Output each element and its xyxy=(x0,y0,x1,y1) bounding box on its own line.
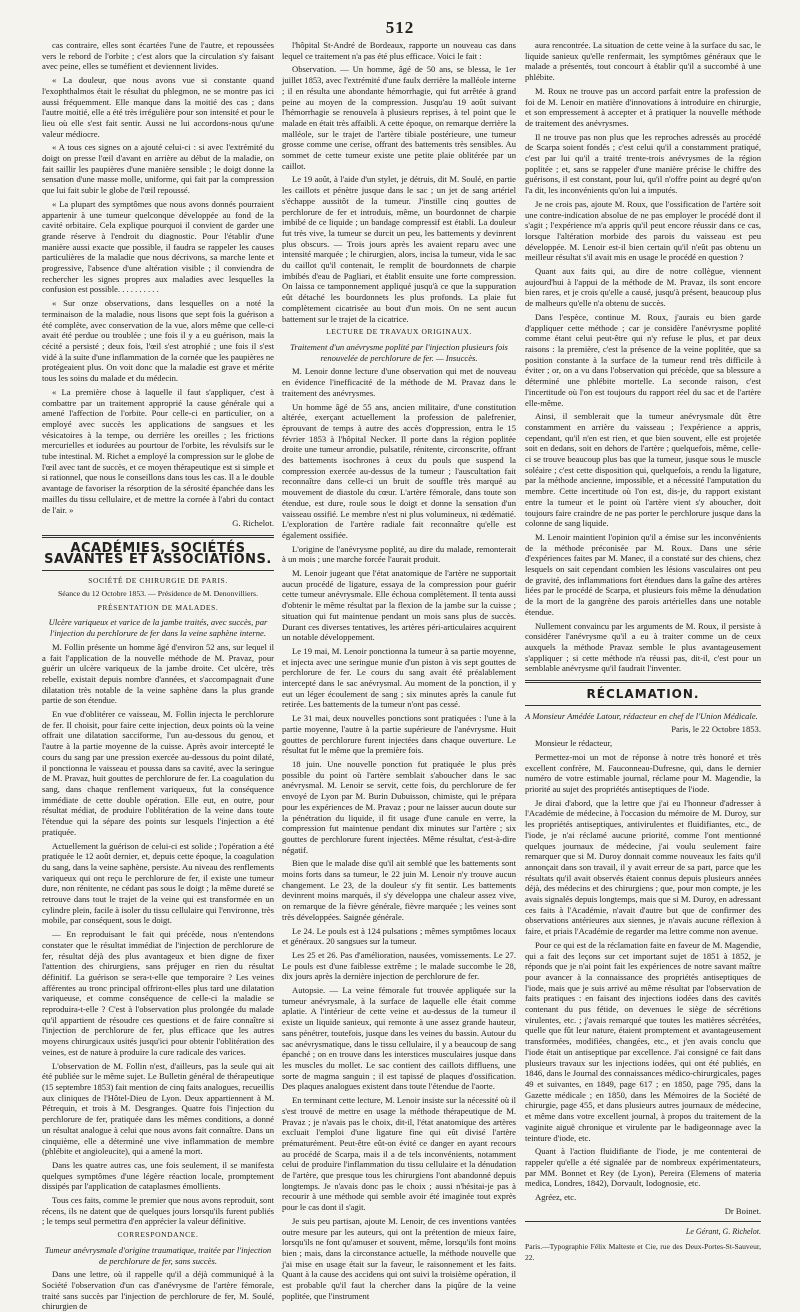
column-3 xyxy=(525,40,761,1262)
paragraph: Permettez-moi un mot de réponse à notre très honoré et très excellent confrère, M. Fauconneau-Dufresne, qui, dans le dernier numéro de votre estimable journal, réclame pour M. Magendie, la priorité au sujet des propriétés antiseptiques de l'iode. xyxy=(525,751,761,794)
reclamation-title: RÉCLAMATION. xyxy=(586,687,700,702)
paragraph: aura rencontrée. La situation de cette veine à la surface du sac, le liquide sanieux qu'elle renfermait, les symptômes généraux que le malade a présentés, tout concourt à établir qu'il a succombé à une phlébite. xyxy=(525,40,761,83)
page-number: 512 xyxy=(385,18,415,37)
paragraph: M. Follin présente un homme âgé d'environ 52 ans, sur lequel il a fait l'application de la nouvelle méthode de M. Pravaz, pour guérir un ulcère variqueux de la jambe droite. Cet ulcère, très rebelle, existait depuis nombre d'années, et s'accompagnait d'une dilatation très notable de la veine saphène dans la plus grande partie de son étendue. xyxy=(42,641,274,706)
paragraph: Autopsie. — La veine fémorale fut trouvée appliquée sur la tumeur anévrysmale, à la surface de laquelle elle était comme aplatie. A l'intérieur de cette veine et au-dessus de la tumeur il existe un liquide sanieux, qui remonte à une assez grande hauteur, sans pénétrer, toutefois, jusque dans les veines du bassin. Autour du sac anévrysmatique, dans le tissu cellulaire, il y a beaucoup de sang épanché ; on en trouve dans les interstices musculaires jusque dans les muscles du mollet. Le sac contient des caillots diffluens, une sorte de magma sanguin ; il est tapissé de plaques d'ossification. Des plaques analogues existent dans toute l'étendue de l'aorte. xyxy=(282,985,516,1092)
article-title-2: Tumeur anévrysmale d'origine traumatique, traitée par l'injection de perchlorure de fer, sans succès. xyxy=(44,1244,272,1266)
divider xyxy=(42,570,274,571)
paragraph: En terminant cette lecture, M. Lenoir insiste sur la nécessité où il s'est trouvé de mettre en usage la méthode thérapeutique de M. Pravaz ; je n'avais pas le choix, dit-il, l'état anatomique des artères excluait l'emploi d'une ligature fine qui eût divisé l'artère prématurément. Peut-être eût-on évité ce danger en ayant recours au procédé de Scarpa, mais il a de tels inconvénients, notamment celui de produire l'inflammation du tissu cellulaire et la dénudation de l'artère, que presque tous les chirurgiens l'ont abandonné depuis longtemps. Je n'avais donc pas le choix ; aussi n'hésitai-je pas à recourir à une méthode qui semble avoir été imaginée tout exprès pour le cas dont il s'agit. xyxy=(282,1095,516,1213)
lecture-title: LECTURE DE TRAVAUX ORIGINAUX. xyxy=(326,327,472,337)
paragraph: Le 19 mai, M. Lenoir ponctionna la tumeur à sa partie moyenne, et injecta avec une seringue munie d'un piston à vis sept gouttes de perchlorure de fer. Le cours du sang avait été préalablement intercepté dans le sac anévrysmal. Au moment de la ponction, il y eut un léger écoulement de sang ; six minutes après la canule fut retirée. Les battements de la tumeur n'ont pas cessé. xyxy=(282,645,516,710)
paragraph: Le 24. Le pouls est à 124 pulsations ; mêmes symptômes locaux et généraux. 20 sangsues sur la tumeur. xyxy=(282,925,516,947)
article-signature: G. Richelot. xyxy=(232,518,274,529)
paragraph: L'observation de M. Follin n'est, d'ailleurs, pas la seule qui ait été publiée sur le même sujet. Le Bulletin général de thérapeutique (15 septembre 1853) fait mention de cinq faits analogues, recueillis aux cliniques de l'Hôtel-Dieu de Lyon. Deux appartiennent à M. Pétrequin, et trois à M. Desgranges. Quatre fois l'injection du perchlorure de fer, pratiquée dans les mêmes conditions, a donné un résultat analogue à celui que nous avons fait connaître. Dans un cinquième, elle a déterminé une vive inflammation de membre (phlébite et angioleucite), qui a amené la mort. xyxy=(42,1060,274,1157)
divider-2 xyxy=(525,705,761,706)
section-divider xyxy=(42,535,274,538)
paragraph: M. Lenoir maintient l'opinion qu'il a émise sur les inconvénients de la méthode préconisée par M. Roux. Dans une série d'expériences faites par M. Manec, il a constaté sur des chiens, chez lesquels on sait cependant combien les lésions vasculaires ont peu de gravité, des inflammations fort étendues dans la gaîne des artères liées par le procédé de Scarpa, et plusieurs fois même la dénudation de la mort de la gangrène des parois artérielles dans une notable étendue. xyxy=(525,531,761,617)
gerant-line: Le Gérant, G. Richelot. xyxy=(685,1227,761,1237)
letter-dateline: Paris, le 22 Octobre 1853. xyxy=(671,724,761,735)
col1-paragraphs-2 xyxy=(42,642,274,1227)
paragraph: Quant à l'action fluidifiante de l'iode, je me contenterai de rappeler qu'elle a été signalée par de nombreux expérimentateurs, par MM. Bonnet et Rey (de Lyon), Pereira (Elemens of materia medica, Londres, 1842), Dorvault, Iodognosie, etc. xyxy=(525,1146,761,1189)
paragraph: Je ne crois pas, ajoute M. Roux, que l'ossification de l'artère soit une contre-indication absolue de ne pas employer le procédé dont il s'agit ; l'expérience m'a appris qu'il peut encore réussir dans ce cas, lorsque l'altération morbide des parois du vaisseau est peu développée. M. Lenoir est-il bien certain qu'il n'eût pas obtenu un meilleur résultat s'il avait mis en usage le procédé en question ? xyxy=(525,198,761,263)
paragraph: Ainsi, il semblerait que la tumeur anévrysmale dût être constamment en arrière du vaisseau ; l'expérience a appris, cependant, qu'il n'en est rien, et que bien souvent, elle est projetée soit en dedans, soit en dehors de l'artère ; quelquefois, même, celle-ci se trouve beaucoup plus bas que la tumeur, jusque sous le muscle soléaire ; c'est cette disposition qui, quelquefois, a rendu la ligature, par la méthode ancienne, impossible, et a nécessité l'amputation du membre. Cette incertitude où l'on est, dis-je, du rapport existant entre la tumeur et le point où l'artère vient s'y aboucher, doit toujours faire craindre de ne pas porter le perchlorure jusque dans la colonne de sang liquide. xyxy=(525,411,761,529)
paragraph: Dans une lettre, où il rappelle qu'il a déjà communiqué à la Société l'observation d'un cas d'anévrysme de l'artère fémorale, traité sans succès par l'injection de perchlorure de fer, M. Soulé, chirurgien de xyxy=(42,1269,274,1312)
paragraph: L'origine de l'anévrysme poplité, au dire du malade, remonterait à un mois ; une marche forcée l'aurait produit. xyxy=(282,543,516,565)
paragraph: « A tous ces signes on a ajouté celui-ci : si avec l'extrémité du doigt on presse l'œil d'avant en arrière au début de la maladie, on fait saillir les paupières d'une manière sensible ; le doigt donne la sensation d'une masse molle, uniforme, qui fait par la compression que lui fait subir le globe de l'œil repoussé. xyxy=(42,142,274,196)
column-2 xyxy=(282,40,516,1301)
paragraph: 18 juin. Une nouvelle ponction fut pratiquée le plus près possible du point où l'artère semblait s'aboucher dans le sac anévrysmal. M. Lenoir se servit, cette fois, du perchlorure de fer envoyé de Lyon par M. Burin Dubuisson, chimiste, qui le prépara pour les expériences de M. Pravaz ; pour ne laisser aucun doute sur la pénétration du liquide, il fit usage d'une canule en verre, la compression fut maintenue pendant dix minutes sur l'artère ; six gouttes de perchlorure furent injectées. Même résultat, c'est-à-dire négatif. xyxy=(282,759,516,855)
paragraph: Je suis peu partisan, ajoute M. Lenoir, de ces inventions vantées outre mesure par les auteurs, qui ont la prétention de mieux faire, lorsqu'ils ne font qu'amuser et souvent, même, lorsqu'ils font moins bien ; mais, dans la circonstance actuelle, la méthode nouvelle que j'ai mise en usage était sur la faveur, le raisonnement et les faits. Quant à la cause des accidens qui ont suivi la troisième opération, il est probable qu'il faut la chercher dans la piqûre de la veine poplitée, que l'instrument xyxy=(282,1215,516,1301)
paragraph: Nullement convaincu par les arguments de M. Roux, il persiste à considérer l'anévrysme qu'il a eu à traiter comme un de ceux auxquels la méthode Pravaz semble le plus avantageusement s'appliquer ; si cette méthode n'a réussi pas, dit-il, c'est pour un semblable anévrysme qu'il faudrait l'inventer. xyxy=(525,620,761,674)
letter-salutation: Monsieur le rédacteur, xyxy=(535,738,613,749)
paragraph: Le 31 mai, deux nouvelles ponctions sont pratiquées : l'une à la partie moyenne, l'autre à la partie supérieure de l'anévrysme. Huit gouttes de perchlorure furent injectées dans chaque ouverture. Le résultat fut le même que la première fois. xyxy=(282,713,516,756)
paragraph: l'hôpital St-André de Bordeaux, rapporte un nouveau cas dans lequel ce traitement n'a pas été plus efficace. Voici le fait : xyxy=(282,40,516,61)
letter-body xyxy=(525,752,761,1203)
col2-paragraphs-2 xyxy=(282,366,516,1301)
paragraph: Dans l'espèce, continue M. Roux, j'aurais eu bien garde d'appliquer cette méthode ; car je considère l'anévrysme poplité comme étant celui peut-être qui n'y refuse le plus, et par deux raisons : la première, c'est la présence de la veine poplitée, que sa position constante à la surface de la tumeur rend très difficile à éviter ; or, on a vu dans l'observation qui précède, que sa blessure a déterminé une phlébite mortelle. La seconde raison, c'est l'incertitude où l'on est toujours du rapport réel du sac et de l'artère elle-même. xyxy=(525,311,761,408)
paragraph: Les 25 et 26. Pas d'amélioration, nausées, vomissements. Le 27. Le pouls est d'une faiblesse extrême ; le malade succombe le 28, dix jours après la dernière injection de perchlorure de fer. xyxy=(282,949,516,982)
paragraph: Un homme âgé de 55 ans, ancien militaire, d'une constitution altérée, exerçant actuellement la profession de palefrenier, éprouvant de temps à autre des accès d'oppression, entra le 15 février 1853 à l'hôpital Necker. Il porte dans la région poplitée droite une tumeur arrondie, pulsatile, rénitente, circonscrite, offrant des battements isochrones à ceux du pouls que suspend la compression exercée au-dessus de la tumeur ; l'auscultation fait reconnaître dans celle-ci un bruit de souffle très marqué au mouvement de diastole du cœur. L'artère fémorale, dans toute son étendue, est dure, roule sous le doigt et donne la sensation d'un vaisseau ossifié. Le membre n'est ni plus volumineux, ni œdématié. L'exploration de l'artère radiale fait reconnaître qu'elle est également ossifiée. xyxy=(282,401,516,540)
society-name: SOCIÉTÉ DE CHIRURGIE DE PARIS. xyxy=(88,576,228,586)
paragraph: « La première chose à laquelle il faut s'appliquer, c'est à combattre par un traitement approprié la cause générale qui a amené l'affection de l'orbite. Pour celle-ci en particulier, on a employé avec succès les applications de sangsues et les vésicatoires à la tempe, ou derrière les oreilles ; les frictions mercurielles et iodurées au pourtour de l'orbite, les révulsifs sur le tube intestinal. M. Richet a employé la compression sur le globe de l'œil avec tant de succès, et ce moyen thérapeutique est si simple et si rationnel, que nous le conseillons dans tous les cas. Il a le double avantage de favoriser la résorption de la sérosité épanchée dans les mailles du tissu cellulaire, et de mettre la cornée à l'abri du contact de l'air. » xyxy=(42,386,274,515)
col3-paragraphs xyxy=(525,40,761,674)
paragraph: Le 19 août, à l'aide d'un stylet, je détruis, dit M. Soulé, en partie les caillots et pénètre jusque dans le sac ; un jet de sang artériel s'échappe aussitôt de la tumeur. J'instille cinq gouttes de perchlorure de fer et introduis, même, un bourdonnet de charpie imbibé de ce liquide ; un bandage compressif est établi. La douleur fut très vive, la tumeur se durcit un peu, les battements y devinrent plus obscurs. — Trois jours après les avaient reparu avec une intensité marquée ; le chirurgien, alors, incisa la tumeur, vida le sac du caillot qu'il contenait, le remplit de bourdonnets de charpie imbibés d'eau de Pagliari, et établit ensuite une forte compression. On laissa ce tamponnement appliqué jusqu'à ce que la suppuration eût détaché les bourdonnets les plus profonds. La plaie fut complètement cicatrisée au bout d'un mois. On ne sent aucun battement sur le trajet de la cicatrice. xyxy=(282,174,516,324)
article-title-3: Traitement d'un anévrysme poplité par l'injection plusieurs fois renouvelée de perchlorure de fer. — Insuccès. xyxy=(290,341,508,363)
section-title: ACADÉMIES, SOCIÉTÉS SAVANTES ET ASSOCIATIONS. xyxy=(44,540,272,567)
paragraph: Observation. — Un homme, âgé de 50 ans, se blessa, le 1er juillet 1853, avec l'extrémité d'une faulx derrière la malléole interne ; il en résulta une abondante hémorrhagie, qui fut arrêtée à grand peine au moyen de la compression. Jusqu'au 19 août suivant l'hémorrhagie se renouvela à plusieurs reprises, à tel point que le malade en était très affaibli. A cette époque, on remarque derrière la malléole, sur le trajet de l'artère tibiale postérieure, une tumeur grosse comme une cerise, offrant des battements très sensibles. Au sommet de cette tumeur existe une petite plaie oblitérée par un caillot. xyxy=(282,64,516,171)
paragraph: Il ne trouve pas non plus que les reproches adressés au procédé de Scarpa soient fondés ; c'est celui qu'il a constamment pratiqué, c'est par lui qu'il a traité trente-trois anévrysmes de la région poplitée ; et, sans se rappeler d'une manière précise le chiffre des guérisons, il est constant, pour lui, qu'il n'offre point au degré qu'on l'a dit, les inconvénients qu'on lui a imputés. xyxy=(525,131,761,196)
letter-signature: Dr Boinet. xyxy=(724,1205,761,1216)
paragraph: En vue d'oblitérer ce vaisseau, M. Follin injecta le perchlorure de fer. Il choisit, pour faire cette injection, deux points où la veine offrait une dilatation sacciforme, l'un au-dessous du genou, et l'autre à la partie moyenne de la cuisse. Après avoir intercepté le cours du sang par une pression exercée au-dessous du point dilaté, il ponctionna le vaisseau et poussa dans sa cavité, avec la seringue de M. Pravaz, huit gouttes de perchlorure de fer. La coagulation du sang, dans chaque renflement variqueux, fut la conséquence immédiate de cette double opération. Elle eut, en outre, pour résultat médiat, de produire l'oblitération de la veine dans toute l'étendue qui la sépare des points sur lesquels l'injection a été pratiquée. xyxy=(42,709,274,837)
paragraph: « La douleur, que nous avons vue si constante quand l'exophthalmos était le résultat du phlegmon, ne se montre pas ici aussi fréquemment. Elle manque dans la moitié des cas ; dans l'autre moitié, elle a été très irrégulière pour son intensité et pour le lieu où elle s'est fait sentir. Aussi ne lui accordons-nous qu'une valeur médiocre. xyxy=(42,75,274,139)
col1-paragraphs xyxy=(42,40,274,515)
paragraph: Pour ce qui est de la réclamation faite en faveur de M. Magendie, qui a fait des leçons sur cet important sujet de 1851 à 1852, je réponds que je n'ai point fait les expériences de notre savant maître pour avancer à la connaissance des propriétés antiseptiques de l'iode, mais que je suis arrivé au même résultat par l'observation de faits pratiques : en faisant des injections iodées dans des cavités contenant du pus fétide, on devenues le siège de sécrétions virulentes, etc. ; j'avais remarqué que toutes les matières sécrétées, quelle que fût leur nature, étaient promptement et avantageusement transformées, modifiées, changées, etc., et j'en avais conclu que l'iode était un antiseptique par excellence. J'ai consigné ce fait dans plusieurs travaux sur les injections iodées, qui ont été publiés, en 1846, dans le Journal des connaissances médico-chirurgicales, pages 49 et suivantes, en 1849, page 617 ; en 1850, page 795, dans la Gazette médicale ; en 1850, dans les Mémoires de la Société de chirurgie, page 455, et dans plusieurs autres journaux de médecine, et même dans votre excellent journal, à propos du traitement de la vaginite aiguë chronique et virulente par le badigeonnage avec la teinture d'iode, etc. xyxy=(525,939,761,1143)
paragraph: « La plupart des symptômes que nous avons donnés pourraient appartenir à une tumeur quelconque développée au fond de la cavité orbitaire. Cela explique pourquoi il convient de garder une grande réserve à l'endroit du diagnostic. Pour l'établir d'une manière aussi exacte que possible, il faudra se rappeler les causes particulières de la maladie que nous décrivons, sa marche lente et progressive, l'absence d'une altération visible ; il conviendra de rechercher les signes propres aux maladies avec lesquelles la confusion est possible. . . . . . . . . . xyxy=(42,198,274,295)
column-1 xyxy=(42,40,274,1312)
paragraph: Quant aux faits qui, au dire de notre collègue, viennent aujourd'hui à l'appui de la méthode de M. Pravaz, ils sont encore bien rares, et je crois qu'elle a causé, jusqu'à présent, beaucoup plus de malheurs qu'elle n'a obtenu de succès. xyxy=(525,266,761,309)
paragraph: cas contraire, elles sont écartées l'une de l'autre, et repoussées vers le rebord de l'orbite ; c'est alors que la circulation s'y faisant avec peine, elles se tuméfient et deviennent livides. xyxy=(42,40,274,72)
paragraph: Tous ces faits, comme le premier que nous avons reproduit, sont récens, ils ne datent que de quelques jours lorsqu'ils furent publiés ; le temps seul permettra d'en apprécier la valeur définitive. xyxy=(42,1195,274,1227)
reclamation-divider xyxy=(525,680,761,683)
paragraph: M. Lenoir donne lecture d'une observation qui met de nouveau en évidence l'inefficacité de la méthode de M. Pravaz dans le traitement des anévrysmes. xyxy=(282,366,516,398)
subsection-title: PRÉSENTATION DE MALADES. xyxy=(97,602,219,612)
correspondance-title: CORRESPONDANCE. xyxy=(117,1230,199,1240)
paragraph: — En reproduisant le fait qui précède, nous n'entendons constater que le résultat immédiat de l'injection de perchlorure de fer, résultat déjà des plus avantageux et bien digne de fixer l'attention des chirurgiens, sans préjuger en rien du résultat définitif. La guérison se sera-t-elle que temporaire ? Les veines afférentes au tronc principal offriront-elles plus tard une dilatation variqueuse, et comme conséquence de celle-ci la maladie se reproduira-t-elle ? C'est à l'observation plus prolongée du malade qu'il appartient de résoudre ces questions et de faire connaître si l'injection de perchlorure de fer, plus efficace que les autres moyens chirurgicaux usités jusqu'ici pour obtenir l'oblitération des veines, est de nature à produire la cure radicale des varices. xyxy=(42,929,274,1057)
paragraph: Actuellement la guérison de celui-ci est solide ; l'opération a été pratiquée le 12 août dernier, et, depuis cette époque, la coagulation du sang, dans la veine saphène, persiste. Au niveau des renflements variqueux qui ont reçu le perchlorure de fer, il existe une tumeur dure, non rénitente, ne cédant pas sous le doigt ; la même dureté se retrouve dans tout le trajet de la veine qui est transformée en un cylindre plein, facile à isoler du tissu cellulaire qui l'environne, très mobile, par conséquent, sous le doigt. xyxy=(42,840,274,926)
paragraph: Agréez, etc. xyxy=(535,1192,577,1203)
paragraph: « Sur onze observations, dans lesquelles on a noté la terminaison de la maladie, nous lisons que sept fois la guérison a été complète, avec conservation de la vue, alors même que celle-ci avait été perdue ou troublée ; une fois il y a eu guérison, mais la cécité a persisté ; deux fois, l'œil s'est atrophié ; une fois il s'est vidé à la suite d'une inflammation de la cornée que les paupières ne protégeaient plus. On voit donc que la maladie est grave et mérite tous les soins du malade et du médecin. xyxy=(42,298,274,384)
col2-paragraphs xyxy=(282,40,516,324)
col1-paragraphs-3 xyxy=(42,1269,274,1312)
divider-3 xyxy=(525,1221,761,1222)
paragraph: Bien que le malade dise qu'il ait semblé que les battements sont moins forts dans sa tumeur, le 22 juin M. Lenoir n'y trouve aucun changement. Le 23, de la douleur s'y fit sentir. Les battements devinrent moins marqués, il s'y développa une chaleur assez vive, on remarque de la fièvre générale, fièvre marquée ; les veines sont très développées. Saignée générale. xyxy=(282,858,516,922)
printer-line: Paris.—Typographie Félix Malteste et Cie, rue des Deux-Portes-St-Sauveur, 22. xyxy=(525,1242,761,1262)
paragraph: Je dirai d'abord, que la lettre que j'ai eu l'honneur d'adresser à l'Académie de médecine, à l'occasion du mémoire de M. Duroy, sur les propriétés antiseptiques, antivirulentes et fluidifiantes, etc., de l'iode, je n'ai réclamé aucune priorité, comme l'ont mentionné quelques journaux de médecine, j'ai voulu seulement faire remarquer que si M. Duroy donnait comme nouveaux les faits qu'il annonçait dans son travail, il y avait erreur de sa part, parce que les résultats qu'il avait observés étaient connus depuis plusieurs années déjà, des médecins et des chirurgiens ; que, pour mon compte, je les avais signalés depuis longtemps, mais que si M. Duroy, en adressant ces faits à l'Académie, n'avait d'autre but que de confirmer des observations antérieures aux siennes, je n'avais aucune réflexion à faire, et priais l'Académie de regarder ma lettre comme non avenue. xyxy=(525,797,761,937)
paragraph: M. Roux ne trouve pas un accord parfait entre la profession de foi de M. Lenoir en matière d'innovations à introduire en chirurgie, et son empressement à accepter et à pratiquer la nouvelle méthode de traitement des anévrysmes. xyxy=(525,85,761,128)
article-title: Ulcère variqueux et varice de la jambe traités, avec succès, par l'injection du perchlorure de fer dans la veine saphène interne. xyxy=(48,617,268,639)
session-line: Séance du 12 Octobre 1853. — Présidence de M. Denonvilliers. xyxy=(57,589,259,599)
letter-addressee: A Monsieur Amédée Latour, rédacteur en chef de l'Union Médicale. xyxy=(525,710,758,721)
paragraph: Dans les quatre autres cas, une fois seulement, il se manifesta quelques symptômes d'une légère réaction locale, promptement dissipés par l'application de cataplasmes émollients. xyxy=(42,1159,274,1192)
paragraph: M. Lenoir jugeant que l'état anatomique de l'artère ne supportait aucun procédé de ligature, essaya de la compression pour guérir cette tumeur anévrysmale. Elle échoua complètement. Il tenta aussi d'obtenir le même résultat par la flexion de la jambe sur la cuisse ; situation qui fut maintenue pendant un mois sans plus de succès. Durant ces diverses tentatives, les artères péri-articulaires acquirent un notable développement. xyxy=(282,568,516,643)
